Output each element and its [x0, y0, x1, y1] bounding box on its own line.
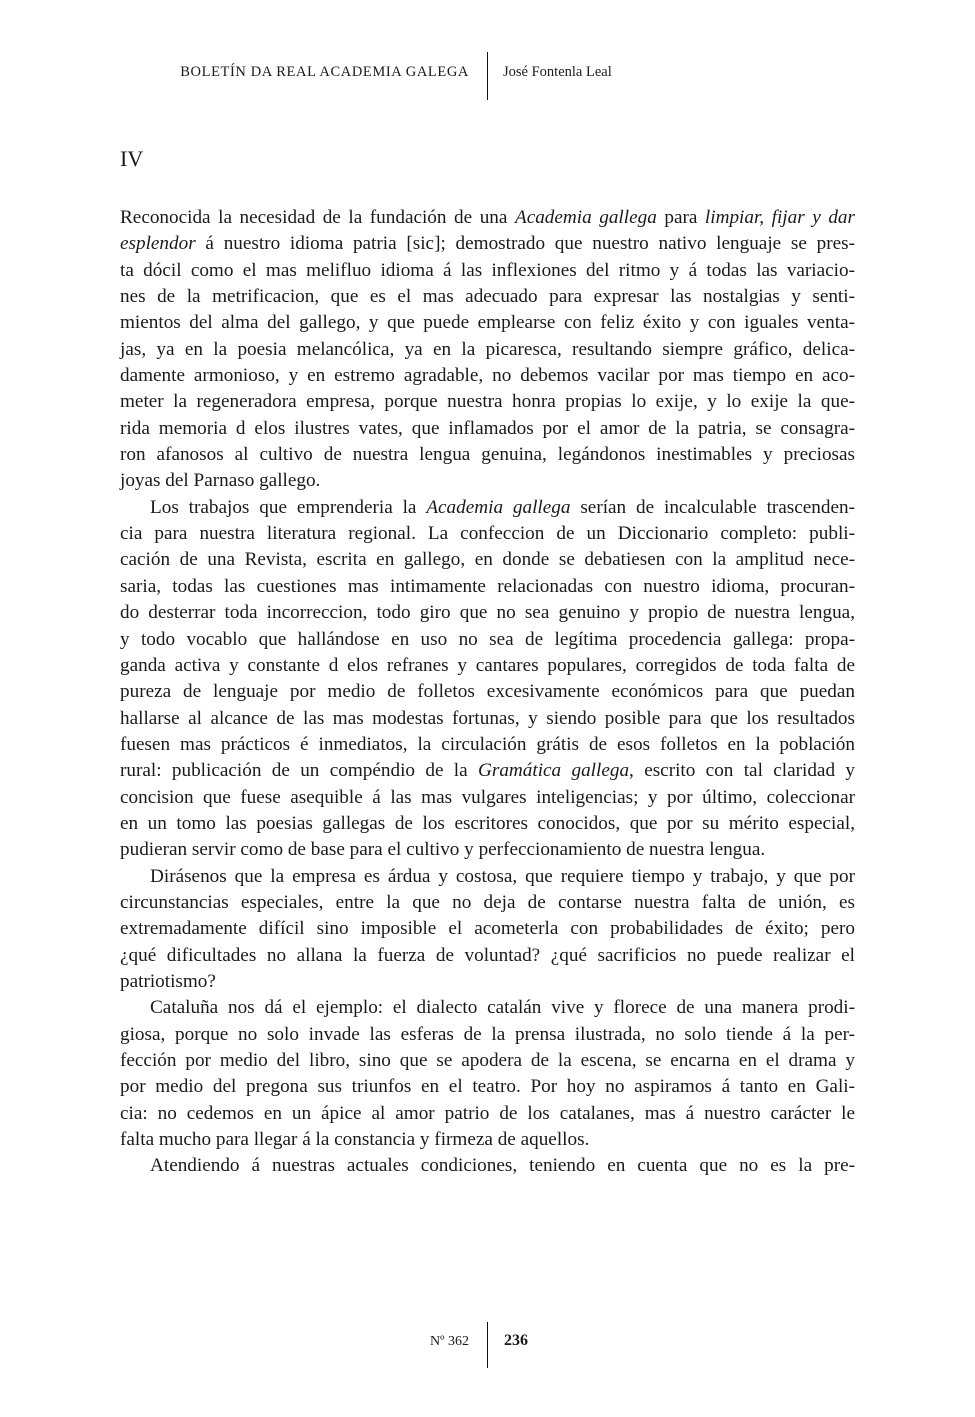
text-line: saria, todas las cuestiones mas intimamente relacionadas con nuestro idioma, procuran-	[120, 575, 855, 597]
text-line: extremadamente difícil sino imposible el acometerla con probabilidades de éxito; pero	[120, 918, 855, 940]
header-divider	[487, 52, 488, 100]
text-line: esplendor á nuestro idioma patria [sic]; demostrado que nuestro nativo lenguaje se pres-	[120, 233, 855, 255]
text-line: jas, ya en la poesia melancólica, ya en la picaresca, resultando siempre gráfico, delica-	[120, 338, 855, 360]
text-line: rida memoria d elos ilustres vates, que inflamados por el amor de la patria, se consagra-	[120, 417, 855, 439]
text-line: pudieran servir como de base para el cultivo y perfeccionamiento de nuestra lengua.	[120, 839, 766, 861]
text-line: do desterrar toda incorreccion, todo giro que no sea genuino y propio de nuestra lengua,	[120, 602, 855, 624]
text-line: patriotismo?	[120, 970, 216, 992]
italic-term: Academia gallega	[426, 496, 571, 518]
text-line: cia: no cedemos en un ápice al amor patrio de los catalanes, mas á nuestro carácter le	[120, 1102, 855, 1124]
article-body	[120, 205, 855, 1180]
text-line: Reconocida la necesidad de la fundación de una Academia gallega para limpiar, fijar y dar	[120, 207, 855, 228]
section-heading: IV	[120, 146, 144, 171]
text-line: meter la regeneradora empresa, porque nuestra honra propias lo exije, y lo exije la que-	[120, 391, 855, 413]
paragraph	[120, 1153, 855, 1179]
text-line: por medio del pregona sus triunfos en el teatro. Por hoy no aspiramos á tanto en Gali-	[120, 1076, 855, 1098]
paragraph	[120, 495, 855, 864]
text-line: cación de una Revista, escrita en gallego, en donde se debatiesen con la amplitud nece-	[120, 549, 855, 571]
running-header	[0, 52, 975, 102]
text-line: pureza de lenguaje por medio de folletos excesivamente económicos para que puedan	[120, 681, 855, 703]
text-line: concision que fuese asequible á las mas vulgares inteligencias; y por último, coleccionar	[120, 786, 855, 808]
text-line: cia para nuestra literatura regional. La confeccion de un Diccionario completo: publi-	[120, 523, 855, 545]
text-line: joyas del Parnaso gallego.	[120, 470, 321, 492]
text-line: damente armonioso, y en estremo agradable, no debemos vacilar por mas tiempo en aco-	[120, 365, 855, 387]
text-line: y todo vocablo que hallándose en uso no sea de legítima procedencia gallega: propa-	[120, 628, 855, 650]
text-line: falta mucho para llegar á la constancia y firmeza de aquellos.	[120, 1129, 590, 1151]
text-line: en un tomo las poesias gallegas de los escritores conocidos, que por su mérito especial,	[120, 812, 855, 834]
text-line: mientos del alma del gallego, y que puede emplearse con feliz éxito y con iguales venta-	[120, 312, 855, 334]
page-number: 236	[504, 1332, 528, 1349]
paragraph	[120, 995, 855, 1153]
paragraph	[120, 205, 855, 495]
text-line: Cataluña nos dá el ejemplo: el dialecto catalán vive y florece de una manera prodi-	[150, 997, 855, 1019]
italic-term: limpiar, fijar y dar	[704, 207, 855, 228]
text-line: rural: publicación de un compéndio de la Gramática gallega, escrito con tal claridad y	[120, 760, 855, 782]
footer-divider	[487, 1322, 488, 1368]
text-line: ron afanosos al cultivo de nuestra lengua genuina, legándonos inestimables y preciosas	[120, 444, 855, 466]
text-line: ta dócil como el mas melifluo idioma á las inflexiones del ritmo y á todas las variacio-	[120, 259, 855, 281]
journal-title: BOLETÍN DA REAL ACADEMIA GALEGA	[180, 64, 469, 80]
text-line: fuesen mas prácticos é inmediatos, la circulación grátis de esos folletos en la población	[120, 733, 855, 755]
text-line: ¿qué dificultades no allana la fuerza de voluntad? ¿qué sacrificios no puede realizar el	[120, 944, 855, 966]
italic-term: Academia gallega	[514, 207, 657, 228]
text-line: Los trabajos que emprenderia la Academia gallega serían de incalculable trascenden-	[150, 496, 855, 518]
text-line: Atendiendo á nuestras actuales condiciones, teniendo en cuenta que no es la pre-	[150, 1155, 855, 1177]
article-author: José Fontenla Leal	[503, 64, 612, 80]
text-line: nes de la metrificacion, que es el mas adecuado para expresar las nostalgias y senti-	[120, 286, 855, 308]
running-footer	[0, 1322, 975, 1368]
text-line: circunstancias especiales, entre la que no deja de contarse nuestra falta de unión, es	[120, 891, 855, 913]
text-line: hallarse al alcance de las mas modestas fortunas, y siendo posible para que los resultados	[120, 707, 855, 729]
italic-term: Gramática gallega	[478, 760, 630, 782]
text-line: fección por medio del libro, sino que se apodera de la escena, se encarna en el drama y	[120, 1050, 855, 1071]
italic-term: esplendor	[120, 233, 196, 255]
text-line: Dirásenos que la empresa es árdua y costosa, que requiere tiempo y trabajo, y que por	[150, 865, 855, 887]
paragraph	[120, 864, 855, 996]
text-line: giosa, porque no solo invade las esferas de la prensa ilustrada, no solo tiende á la per-	[120, 1023, 855, 1045]
text-line: ganda activa y constante d elos refranes y cantares populares, corregidos de toda falta de	[120, 654, 855, 676]
issue-number: Nº 362	[430, 1334, 469, 1349]
